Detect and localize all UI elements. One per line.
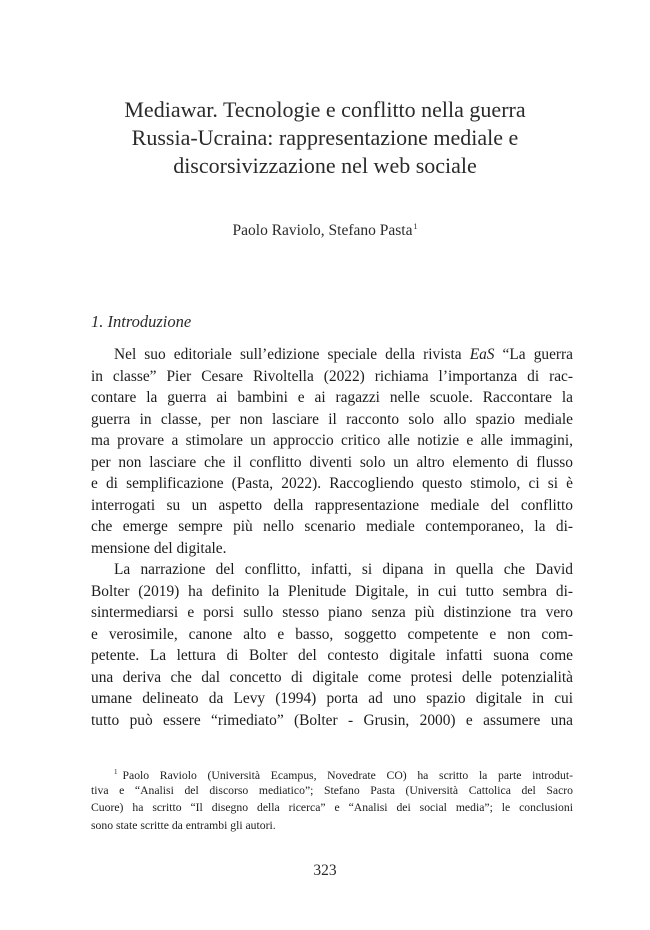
text-line: una deriva che dal concetto di digitale come protesi delle potenzialità [91, 668, 573, 686]
footnote-line: tiva e “Analisi del discorso mediatico”; Stefano Pasta (Università Cattolica del Sacro [91, 783, 573, 797]
title-line: discorsivizzazione nel web sociale [173, 153, 477, 178]
text-line: petente. La lettura di Bolter del contesto digitale infatti suona come [91, 647, 573, 664]
authors-line [0, 222, 650, 240]
text-line: Nel suo editoriale sull’edizione speciale della rivista EaS “La guerra [114, 346, 574, 363]
text-line: contare la guerra ai bambini e ai ragazzi nelle scuole. Raccontare la [91, 389, 573, 406]
body-text [91, 344, 573, 731]
author-names: Paolo Raviolo, Stefano Pasta [232, 222, 413, 239]
footnote-marker: 1 [114, 768, 118, 776]
text-line: e verosimile, canone alto e basso, soggetto competente e non com- [91, 625, 573, 643]
footnote-line: $^1$ Paolo Raviolo (Università Ecampus, Novedrate CO) ha scritto la parte introdut- [114, 768, 573, 782]
text-line: sintermediarsi e porsi sullo stesso piano senza più distinzione tra vero [91, 604, 573, 621]
journal-name: EaS [469, 346, 495, 363]
text-line: ma provare a stimolare un approccio critico alle notizie e alle immagini, [91, 432, 573, 449]
text-line: guerra in classe, per non lasciare il racconto solo allo spazio mediale [91, 410, 573, 428]
text-line: Bolter (2019) ha definito la Plenitude Digitale, in cui tutto sembra di- [91, 582, 573, 600]
footnote-reference: 1 [413, 222, 418, 231]
page-number: 323 [313, 862, 337, 879]
text-line: e di semplificazione (Pasta, 2022). Raccogliendo questo stimolo, ci si è [91, 475, 573, 492]
text-line: La narrazione del conflitto, infatti, si dipana in quella che David [114, 561, 573, 578]
footnote-line: sono state scritte da entrambi gli autori. [91, 818, 276, 832]
text-line: che emerge sempre più nello scenario mediale contemporaneo, la di- [91, 518, 573, 535]
section-heading: 1. Introduzione [91, 312, 192, 331]
chapter-title [60, 96, 590, 180]
text-line: per non lasciare che il conflitto diventi solo un altro elemento di flusso [91, 453, 573, 471]
text-line: in classe” Pier Cesare Rivoltella (2022) richiama l’importanza di rac- [91, 367, 573, 385]
text-line: umane delineato da Levy (1994) porta ad uno spazio digitale in cui [91, 690, 573, 707]
title-line: Russia-Ucraina: rappresentazione mediale e [131, 125, 519, 150]
text-line: tutto può essere “rimediato” (Bolter - Grusin, 2000) e assumere una [91, 711, 573, 729]
footnote [91, 764, 573, 834]
text-line: interrogati su un aspetto della rappresentazione mediale del conflitto [91, 496, 573, 514]
footnote-line: Cuore) ha scritto “Il disegno della ricerca” e “Analisi dei social media”; le conclusioni [91, 801, 573, 814]
text-line: mensione del digitale. [91, 539, 227, 557]
title-line: Mediawar. Tecnologie e conflitto nella guerra [124, 97, 526, 122]
